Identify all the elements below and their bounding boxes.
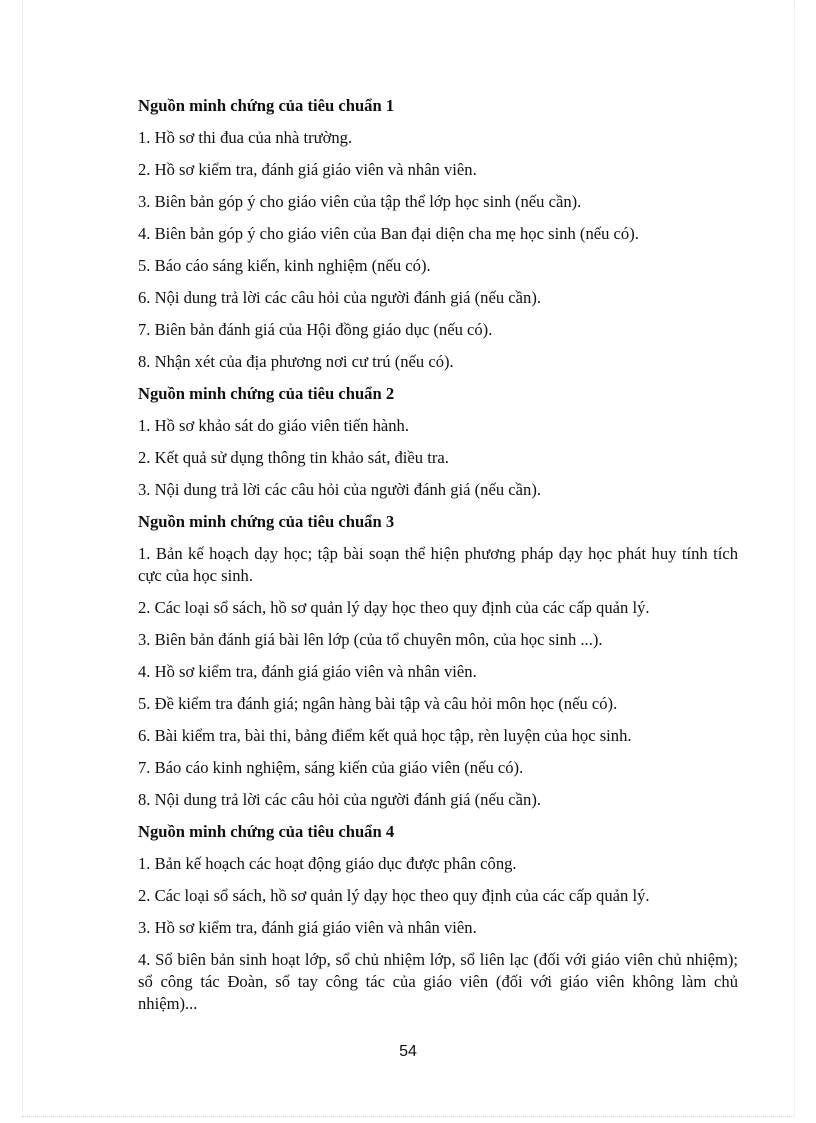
list-item: 1. Hồ sơ thi đua của nhà trường. [138, 128, 353, 147]
list-item: 1. Bản kế hoạch dạy học; tập bài soạn thể hiện phương pháp dạy học phát huy tính tích cực của học sinh. [138, 544, 738, 585]
list-item: 5. Đề kiểm tra đánh giá; ngân hàng bài tập và câu hỏi môn học (nếu có). [138, 694, 618, 713]
page-border-right [794, 0, 795, 1116]
list-item: 7. Biên bản đánh giá của Hội đồng giáo dục (nếu có). [138, 320, 493, 339]
page-number: 54 [399, 1043, 417, 1060]
list-item: 3. Biên bản đánh giá bài lên lớp (của tổ chuyên môn, của học sinh ...). [138, 630, 603, 649]
list-item: 7. Báo cáo kinh nghiệm, sáng kiến của giáo viên (nếu có). [138, 758, 524, 777]
section-heading-4: Nguồn minh chứng của tiêu chuẩn 4 [138, 822, 395, 841]
list-item: 4. Biên bản góp ý cho giáo viên của Ban đại diện cha mẹ học sinh (nếu có). [138, 224, 639, 243]
page-border-bottom [22, 1116, 794, 1117]
list-item: 1. Bản kế hoạch các hoạt động giáo dục được phân công. [138, 854, 517, 873]
list-item: 6. Nội dung trả lời các câu hỏi của người đánh giá (nếu cần). [138, 288, 541, 307]
list-item: 1. Hồ sơ khảo sát do giáo viên tiến hành. [138, 416, 410, 435]
list-item: 3. Nội dung trả lời các câu hỏi của người đánh giá (nếu cần). [138, 480, 541, 499]
list-item: 8. Nội dung trả lời các câu hỏi của người đánh giá (nếu cần). [138, 790, 541, 809]
list-item: 4. Hồ sơ kiểm tra, đánh giá giáo viên và nhân viên. [138, 662, 477, 681]
section-heading-3: Nguồn minh chứng của tiêu chuẩn 3 [138, 512, 395, 531]
list-item: 3. Hồ sơ kiểm tra, đánh giá giáo viên và nhân viên. [138, 918, 477, 937]
list-item: 2. Kết quả sử dụng thông tin khảo sát, điều tra. [138, 448, 449, 467]
list-item: 2. Hồ sơ kiểm tra, đánh giá giáo viên và nhân viên. [138, 160, 477, 179]
document-body [138, 95, 738, 1025]
page-border-left [22, 0, 23, 1116]
list-item: 3. Biên bản góp ý cho giáo viên của tập thể lớp học sinh (nếu cần). [138, 192, 582, 211]
list-item: 6. Bài kiểm tra, bài thi, bảng điểm kết quả học tập, rèn luyện của học sinh. [138, 726, 632, 745]
section-heading-1: Nguồn minh chứng của tiêu chuẩn 1 [138, 96, 395, 115]
section-heading-2: Nguồn minh chứng của tiêu chuẩn 2 [138, 384, 395, 403]
list-item: 4. Sổ biên bản sinh hoạt lớp, sổ chủ nhiệm lớp, sổ liên lạc (đối với giáo viên chủ nhiệm); sổ công tác Đoàn, sổ tay công tác của giáo viên (đối với giáo viên không làm chủ nhiệm)... [138, 950, 738, 1013]
list-item: 2. Các loại sổ sách, hồ sơ quản lý dạy học theo quy định của các cấp quản lý. [138, 598, 650, 617]
list-item: 5. Báo cáo sáng kiến, kinh nghiệm (nếu có). [138, 256, 431, 275]
list-item: 2. Các loại sổ sách, hồ sơ quản lý dạy học theo quy định của các cấp quản lý. [138, 886, 650, 905]
list-item: 8. Nhận xét của địa phương nơi cư trú (nếu có). [138, 352, 454, 371]
